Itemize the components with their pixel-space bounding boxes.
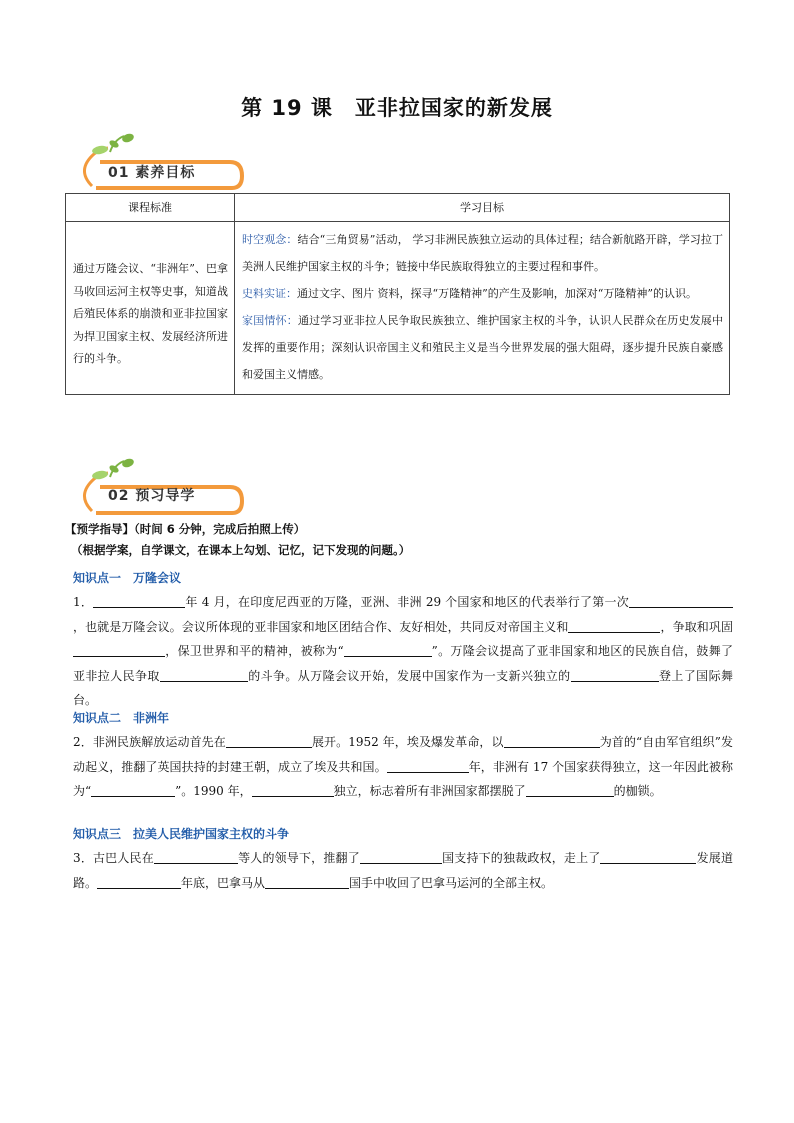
kp-heading: 知识点二 非洲年	[73, 711, 170, 725]
fill-blank[interactable]	[97, 874, 181, 889]
fill-blank[interactable]	[252, 782, 334, 797]
banner-label: 02 预习导学	[108, 488, 196, 504]
fill-blank[interactable]	[265, 874, 349, 889]
fill-blank[interactable]	[91, 782, 175, 797]
fill-blank[interactable]	[526, 782, 614, 797]
fill-blank[interactable]	[568, 618, 660, 633]
knowledge-point-1	[73, 566, 733, 713]
course-standard-text: 通过万隆会议、“非洲年”、巴拿马收回运河主权等史事，知道战后殖民体系的崩溃和亚非拉国家为捍卫国家主权、发展经济所进行的斗争。	[66, 222, 235, 395]
fill-blank[interactable]	[226, 733, 312, 748]
fill-blank[interactable]	[344, 642, 432, 657]
banner-label: 01 素养目标	[108, 165, 196, 181]
kp-paragraph: 2．非洲民族解放运动首先在 展开。1952 年，埃及爆发革命，以 为首的“自由军官组织”发动起义，推翻了英国扶持的封建王朝，成立了埃及共和国。 年，非洲有 17 个国家获得独立，这一年因此被称为“ ”。1990 年， 独立，标志着所有非洲国家都摆脱了 的枷锁。	[73, 735, 733, 798]
objective-item: 时空观念：结合“三角贸易”活动， 学习非洲民族独立运动的具体过程；结合新航路开辟，学习拉丁美洲人民维护国家主权的斗争；链接中华民族取得独立的主要过程和事件。	[242, 233, 723, 273]
table-header-standard: 课程标准	[66, 194, 235, 222]
table-header-objectives: 学习目标	[235, 194, 730, 222]
page-title: 第 19 课 亚非拉国家的新发展	[241, 96, 553, 120]
objective-item: 史料实证：通过文字、图片 资料，探寻“万隆精神”的产生及影响，加深对“万隆精神”的认识。	[242, 287, 697, 300]
goals-table	[65, 193, 730, 395]
objective-item: 家国情怀：通过学习亚非拉人民争取民族独立、维护国家主权的斗争，认识人民群众在历史发展中发挥的重要作用；深刻认识帝国主义和殖民主义是当今世界发展的强大阻碍，逐步提升民族自豪感和爱国主义情感。	[242, 314, 723, 381]
fill-blank[interactable]	[600, 849, 696, 864]
fill-blank[interactable]	[571, 667, 659, 682]
guide-line: 【预学指导】（时间 6 分钟，完成后拍照上传）	[65, 522, 306, 536]
section-banner-objectives	[70, 130, 245, 192]
learning-objectives	[235, 222, 730, 395]
guide-line: （根据学案，自学课文，在课本上勾划、记忆，记下发现的问题。）	[71, 543, 411, 557]
fill-blank[interactable]	[160, 667, 248, 682]
fill-blank[interactable]	[387, 758, 469, 773]
kp-paragraph: 3．古巴人民在 等人的领导下，推翻了 国支持下的独裁政权，走上了 发展道路。 年底，巴拿马从 国手中收回了巴拿马运河的全部主权。	[73, 851, 733, 890]
knowledge-point-2	[73, 706, 733, 804]
fill-blank[interactable]	[154, 849, 238, 864]
fill-blank[interactable]	[360, 849, 442, 864]
kp-paragraph: 1． 年 4 月，在印度尼西亚的万隆，亚洲、非洲 29 个国家和地区的代表举行了第一次，也就是万隆会议。会议所体现的亚非国家和地区团结合作、友好相处，共同反对帝国主义和 ，争取和巩固，保卫世界和平的精神，被称为“ ”。万隆会议提高了亚非国家和地区的民族自信，鼓舞了亚非拉人民争取 的斗争。从万隆会议开始，发展中国家作为一支新兴独立的 登上了国际舞台。	[73, 595, 734, 707]
leaf-sprout-icon	[70, 130, 245, 192]
fill-blank[interactable]	[504, 733, 600, 748]
fill-blank[interactable]	[73, 642, 165, 657]
section-banner-preview	[70, 455, 245, 517]
kp-heading: 知识点一 万隆会议	[73, 571, 182, 585]
fill-blank[interactable]	[629, 593, 733, 608]
fill-blank[interactable]	[93, 593, 185, 608]
knowledge-point-3	[73, 822, 733, 895]
preview-guide	[65, 519, 733, 561]
kp-heading: 知识点三 拉美人民维护国家主权的斗争	[73, 827, 290, 841]
